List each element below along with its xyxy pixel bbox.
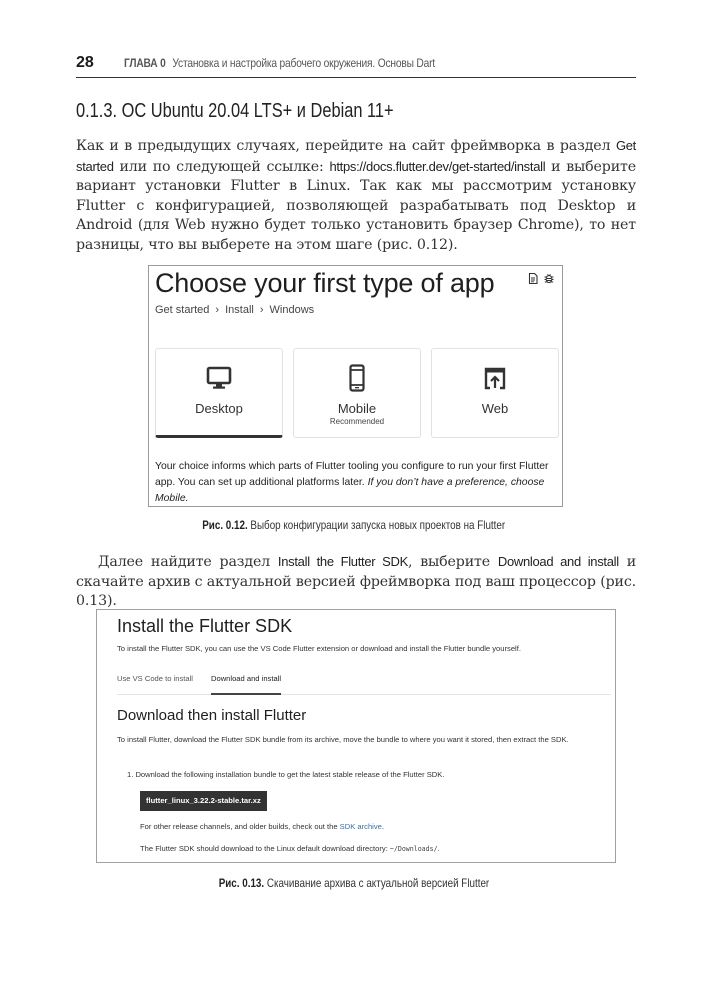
phone-icon — [343, 364, 371, 392]
app-type-cards — [155, 348, 559, 438]
fig12-note — [155, 459, 557, 507]
chevron-right-icon: › — [215, 304, 220, 316]
recommended-label: Recommended — [329, 417, 385, 426]
figure-caption-0-12 — [0, 518, 708, 532]
fig13-subtitle: Download then install Flutter — [117, 707, 307, 724]
ui-term-download-install: Download and install — [497, 554, 619, 569]
tab-download-and-install[interactable]: Download and install — [211, 671, 281, 695]
section-title: 0.1.3. ОС Ubuntu 20.04 LTS+ и Debian 11+ — [76, 100, 394, 122]
fig12-top-icons — [528, 271, 554, 282]
ui-term-install-sdk: Install the Flutter SDK — [277, 554, 408, 569]
figure-caption-0-13 — [0, 876, 708, 890]
download-directory-text — [140, 844, 440, 853]
card-web[interactable] — [431, 348, 559, 438]
step-1: 1. Download the following installation bundle to get the latest stable release of the Flutter SDK. — [127, 770, 445, 779]
text-run: , выберите — [407, 554, 498, 570]
page-number: 28 — [76, 54, 94, 71]
sdk-archive-link[interactable]: SDK archive — [339, 822, 382, 831]
chapter-label — [124, 56, 435, 70]
fig13-title: Install the Flutter SDK — [117, 616, 293, 636]
document-icon[interactable] — [528, 271, 538, 282]
fig13-intro: To install the Flutter SDK, you can use the VS Code Flutter extension or download and install the Flutter bundle yourself. — [117, 644, 521, 653]
text-run: For other release channels, and older builds, check out the — [140, 822, 340, 831]
text-run: . — [437, 844, 440, 853]
fig13-description: To install Flutter, download the Flutter SDK bundle from its archive, move the bundle to where you want it stored, then extract the SDK. — [117, 735, 569, 744]
browser-upload-icon — [481, 364, 509, 392]
card-mobile[interactable] — [293, 348, 421, 438]
text-run: Далее найдите раздел — [98, 554, 278, 570]
running-header — [76, 54, 636, 78]
caption-number: Рис. 0.12. — [202, 518, 248, 532]
text-run: или по следующей ссылке: — [113, 158, 330, 175]
chapter-number: ГЛАВА 0 — [124, 56, 166, 70]
text-run: и скачайте архив с актуальной версией фреймворка под ваш процессор (рис. 0.13). — [76, 554, 636, 610]
caption-text: Выбор конфигурации запуска новых проектов на Flutter — [247, 518, 506, 532]
chevron-right-icon: › — [259, 304, 264, 316]
figure-choose-app-type — [148, 265, 563, 507]
text-run: и выберите вариант установки Flutter в Linux. Так как мы рассмотрим установку Flutter с конфигурацией, позволяющей разрабатывать под Desktop и Android (для Web нужно будет только установить браузер Chrome), то нет разницы, что вы выберете на этом шаге (рис. 0.12). — [76, 158, 636, 253]
figure-install-flutter-sdk — [96, 609, 616, 863]
tab-use-vs-code[interactable]: Use VS Code to install — [117, 674, 193, 683]
card-desktop-label: Desktop — [195, 401, 243, 416]
breadcrumb-get-started[interactable]: Get started — [155, 304, 210, 316]
breadcrumb-install[interactable]: Install — [225, 304, 254, 316]
text-run: The Flutter SDK should download to the Linux default download directory: — [140, 844, 390, 853]
caption-number: Рис. 0.13. — [218, 876, 265, 890]
body-paragraph-1 — [76, 136, 636, 256]
card-web-label: Web — [481, 401, 509, 416]
download-bundle-button[interactable]: flutter_linux_3.22.2-stable.tar.xz — [140, 791, 267, 811]
caption-text: Скачивание архива с актуальной версией Flutter — [264, 876, 490, 890]
text-run: Как и в предыдущих случаях, перейдите на сайт фреймворка в раздел — [76, 138, 616, 154]
text-run: . — [381, 822, 385, 831]
other-builds-text — [140, 822, 384, 831]
card-desktop[interactable] — [155, 348, 283, 438]
bug-icon[interactable] — [544, 271, 554, 282]
body-paragraph-2 — [76, 552, 636, 612]
breadcrumb-windows[interactable]: Windows — [269, 304, 315, 316]
downloads-path: ~/Downloads/ — [389, 845, 438, 853]
monitor-icon — [205, 364, 233, 392]
breadcrumb — [155, 304, 314, 316]
card-mobile-label: Mobile — [337, 401, 377, 416]
fig12-title: Choose your first type of app — [155, 268, 495, 298]
ui-term-get-started: Get started — [76, 138, 636, 174]
note-italic-text: If you don’t have a preference, choose Mobile. — [155, 477, 545, 504]
chapter-title: Установка и настройка рабочего окружения. Основы Dart — [172, 56, 436, 70]
note-text: Your choice informs which parts of Flutter tooling you configure to run your first Flutter app. You can set up additional platforms later. — [155, 461, 549, 488]
install-method-tabs — [117, 671, 611, 695]
install-url[interactable]: https://docs.flutter.dev/get-started/install — [329, 158, 546, 174]
